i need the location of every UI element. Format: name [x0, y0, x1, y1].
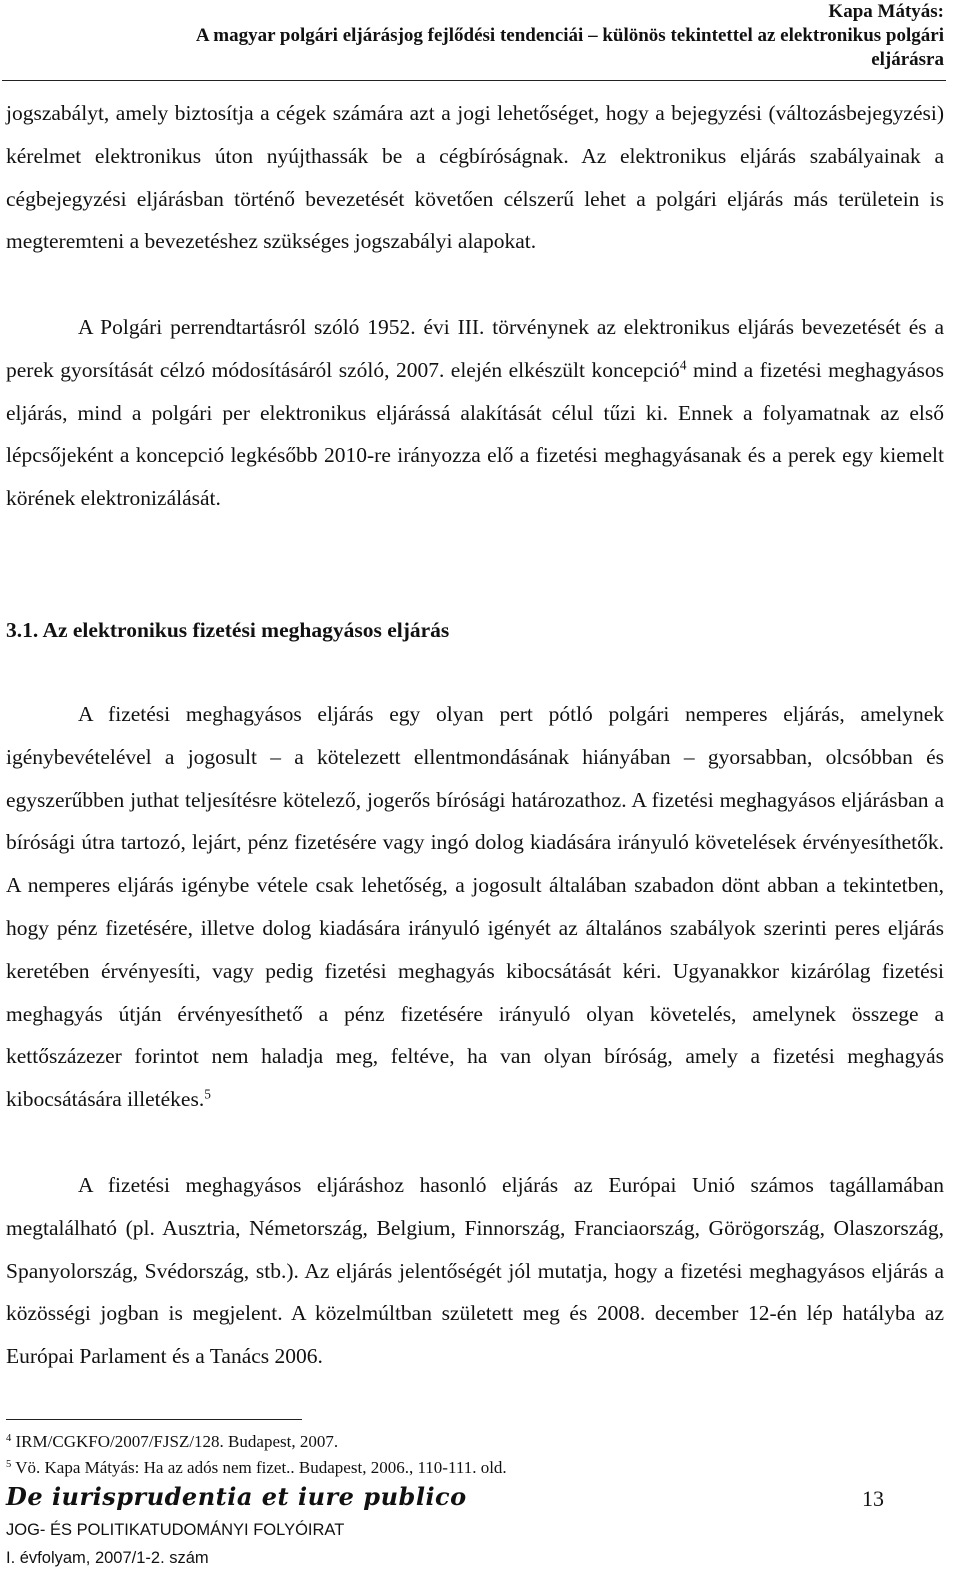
- paragraph-3: [6, 693, 944, 1121]
- journal-issue: I. évfolyam, 2007/1-2. szám: [6, 1549, 209, 1567]
- footnote-5: [6, 1455, 906, 1481]
- paragraph-2-part-a: A Polgári perrendtartásról szóló 1952. évi III. törvénynek az elektronikus eljárás bevezetését és a perek gyorsítását célzó módosításáról szóló, 2007. elején elkészült koncepció: [6, 315, 944, 382]
- paragraph-3-text: A fizetési meghagyásos eljárás egy olyan pert pótló polgári nemperes eljárás, amelynek igénybevételével a jogosult – a kötelezett ellentmondásának hiányában – gyorsabban, olcsóbban és egyszerűbben juthat teljesítésre kötelező, jogerős bírósági határozathoz. A fizetési meghagyásos eljárásban a bírósági útra tartozó, lejárt, pénz fizetésére vagy ingó dolog kiadására irányuló követelések érvényesíthetők. A nemperes eljárás igénybe vétele csak lehetőség, a jogosult általában szabadon dönt abban a tekintetben, hogy pénz fizetésére, illetve dolog kiadására irányuló igényét az általános szabályok szerinti peres eljárás keretében érvényesíti, vagy pedig fizetési meghagyás kibocsátását kéri. Ugyanakkor kizárólag fizetési meghagyás útján érvényesíthető a pénz fizetésére irányuló olyan követelés, amelynek összege a kettőszázezer forintot nem haladja meg, feltéve, ha van olyan bíróság, amely a fizetési meghagyás kibocsátására illetékes.: [6, 702, 944, 1112]
- footnote-divider: [6, 1419, 302, 1420]
- paragraph-2: [6, 306, 944, 520]
- journal-name: JOG- ÉS POLITIKATUDOMÁNYI FOLYÓIRAT: [6, 1521, 345, 1539]
- paragraph-2-part-b: mind a fizetési meghagyásos eljárás, mind a polgári per elektronikus eljárássá alakítását célul tűzi ki. Ennek a folyamatnak az első lépcsőjeként a koncepció legkésőbb 2010-re irányozza elő a fizetési meghagyásanak és a perek egy kiemelt körének elektronizálását.: [6, 357, 944, 511]
- page-number: 13: [862, 1486, 884, 1511]
- section-heading: 3.1. Az elektronikus fizetési meghagyásos eljárás: [6, 618, 450, 642]
- header-title-line1: A magyar polgári eljárásjog fejlődési tendenciái – különös tekintettel az elektronikus polgári: [195, 25, 944, 46]
- header-author: Kapa Mátyás:: [828, 1, 944, 22]
- paragraph-1: jogszabályt, amely biztosítja a cégek számára azt a jogi lehetőséget, hogy a bejegyzési (változásbejegyzési) kérelmet elektronikus úton nyújthassák be a cégbíróságnak. Az elektronikus eljárás szabályainak a cégbejegyzési eljárásban történő bevezetését követően célszerű lehet a polgári eljárás más területein is megteremteni a bevezetéshez szükséges jogszabályi alapokat.: [6, 101, 944, 254]
- header-title-line2: eljárásra: [871, 49, 944, 70]
- header-divider: [2, 80, 946, 81]
- footnote-ref-4[interactable]: 4: [679, 357, 687, 373]
- footnote-text: IRM/CGKFO/2007/FJSZ/128. Budapest, 2007.: [15, 1432, 339, 1451]
- footnote-number: 4: [6, 1433, 12, 1445]
- paragraph-4: A fizetési meghagyásos eljáráshoz hasonló eljárás az Európai Unió számos tagállamában megtalálható (pl. Ausztria, Németország, Belgium, Finnország, Franciaország, Görögország, Olaszország, Spanyolország, Svédország, stb.). Az eljárás jelentőségét jól mutatja, hogy a fizetési meghagyásos eljárás a közösségi jogban is megjelent. A közelmúltban született meg és 2008. december 12-én lép hatályba az Európai Parlament és a Tanács 2006.: [6, 1173, 944, 1369]
- footnotes: [6, 1429, 906, 1481]
- footnote-4: [6, 1429, 906, 1455]
- journal-brand: De iurisprudentia et iure publico: [6, 1482, 467, 1511]
- footnote-number: 5: [6, 1459, 12, 1471]
- running-header: [0, 0, 944, 72]
- footnote-ref-5[interactable]: 5: [204, 1086, 211, 1102]
- footnote-text: Vö. Kapa Mátyás: Ha az adós nem fizet.. Budapest, 2006., 110-111. old.: [15, 1458, 507, 1477]
